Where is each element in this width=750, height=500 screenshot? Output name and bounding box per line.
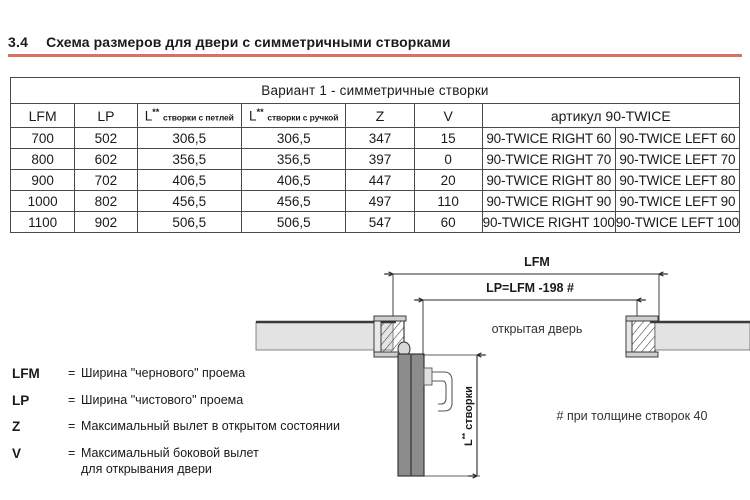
header-lfm: LFM (11, 104, 75, 128)
hinge-jamb-left (374, 316, 410, 357)
cell-article-left: 90-TWICE LEFT 90 (615, 191, 739, 212)
cell-lp: 702 (75, 170, 137, 191)
cell-z: 397 (346, 149, 414, 170)
cell-v: 20 (414, 170, 482, 191)
cell-lp: 602 (75, 149, 137, 170)
cell-l-hinge: 406,5 (137, 170, 241, 191)
dimension-lp (423, 281, 637, 476)
legend-equals: = (68, 419, 76, 434)
variant-header-cell: Вариант 1 - симметричные створки (11, 78, 740, 104)
dimension-l-leaf-label (461, 386, 475, 446)
cell-article-right: 90-TWICE RIGHT 80 (482, 170, 615, 191)
header-l-handle-sup: ** (256, 107, 264, 118)
table-header-row (11, 104, 740, 128)
dimension-lfm-label: LFM (524, 255, 550, 269)
legend-value: Максимальный вылет в открытом состоянии (81, 419, 340, 434)
legend-value-line1: Максимальный боковой вылет (81, 445, 259, 460)
header-l-hinge-sup: ** (152, 107, 160, 118)
legend-value: Ширина "чистового" проема (81, 392, 244, 407)
cell-l-hinge: 456,5 (137, 191, 241, 212)
legend-equals: = (68, 366, 76, 380)
cell-lfm: 800 (11, 149, 75, 170)
header-lp: LP (75, 104, 137, 128)
table-variant-header-row (11, 78, 740, 104)
cell-v: 0 (414, 149, 482, 170)
dimension-lp-label: LP=LFM -198 # (486, 281, 574, 295)
cell-lfm: 1000 (11, 191, 75, 212)
header-article: артикул 90-TWICE (482, 104, 739, 128)
cell-l-hinge: 356,5 (137, 149, 241, 170)
cell-lfm: 1100 (11, 212, 75, 233)
header-l-hinge-main: L (144, 108, 153, 124)
cell-l-hinge: 306,5 (137, 128, 241, 149)
legend-equals: = (68, 392, 76, 407)
cell-article-left: 90-TWICE LEFT 100 (615, 212, 739, 233)
title-underline-rule (8, 54, 742, 57)
cell-article-right: 90-TWICE RIGHT 70 (482, 149, 615, 170)
table-row (11, 170, 740, 191)
cell-l-handle: 456,5 (242, 191, 346, 212)
section-title-text: Схема размеров для двери с симметричными створками (46, 34, 451, 50)
table-row (11, 191, 740, 212)
header-l-hinge-small: створки с петлей (163, 112, 234, 123)
cell-v: 15 (414, 128, 482, 149)
cell-v: 60 (414, 212, 482, 233)
cell-z: 447 (346, 170, 414, 191)
header-l-handle-small: створки с ручкой (267, 112, 339, 123)
table-row (11, 128, 740, 149)
page-title (8, 34, 742, 57)
dimensions-table (10, 77, 740, 233)
door-dimension-diagram (0, 248, 750, 500)
header-l-handle-main: L (249, 108, 257, 124)
cell-lp: 502 (75, 128, 137, 149)
table-row (11, 212, 740, 233)
title-row (8, 34, 742, 50)
legend-key: Z (12, 419, 21, 435)
legend-key: LFM (12, 366, 40, 381)
cell-lp: 902 (75, 212, 137, 233)
cell-l-hinge: 506,5 (137, 212, 241, 233)
legend-equals: = (68, 445, 76, 460)
l-leaf-main: L (463, 439, 475, 446)
l-leaf-rest: створки (463, 386, 475, 430)
cell-lfm: 900 (11, 170, 75, 191)
header-z: Z (346, 104, 414, 128)
cell-article-left: 90-TWICE LEFT 70 (615, 149, 739, 170)
cell-l-handle: 406,5 (242, 170, 346, 191)
cell-lp: 802 (75, 191, 137, 212)
legend-key: LP (12, 392, 30, 408)
thickness-note: # при толщине створок 40 (556, 409, 708, 423)
cell-article-left: 90-TWICE LEFT 60 (615, 128, 739, 149)
cell-l-handle: 306,5 (242, 128, 346, 149)
header-v: V (414, 104, 482, 128)
cell-article-right: 90-TWICE RIGHT 90 (482, 191, 615, 212)
open-door-panel (398, 354, 424, 476)
legend-key: V (12, 445, 22, 461)
header-l-hinge (137, 104, 241, 128)
cell-lfm: 700 (11, 128, 75, 149)
cell-article-right: 90-TWICE RIGHT 100 (482, 212, 615, 233)
cell-z: 347 (346, 128, 414, 149)
section-number: 3.4 (8, 34, 29, 50)
legend-value-line2: для открывания двери (81, 461, 212, 476)
table-row (11, 149, 740, 170)
cell-article-right: 90-TWICE RIGHT 60 (482, 128, 615, 149)
cell-article-left: 90-TWICE LEFT 80 (615, 170, 739, 191)
open-door-caption: открытая дверь (491, 322, 583, 336)
cell-l-handle: 356,5 (242, 149, 346, 170)
wall-right (650, 322, 750, 350)
header-l-handle (242, 104, 346, 128)
door-handle (424, 368, 452, 411)
cell-z: 547 (346, 212, 414, 233)
legend-value: Ширина "чернового" проема (81, 366, 246, 380)
cell-v: 110 (414, 191, 482, 212)
cell-z: 497 (346, 191, 414, 212)
cell-l-handle: 506,5 (242, 212, 346, 233)
l-leaf-sup: ** (461, 432, 470, 440)
